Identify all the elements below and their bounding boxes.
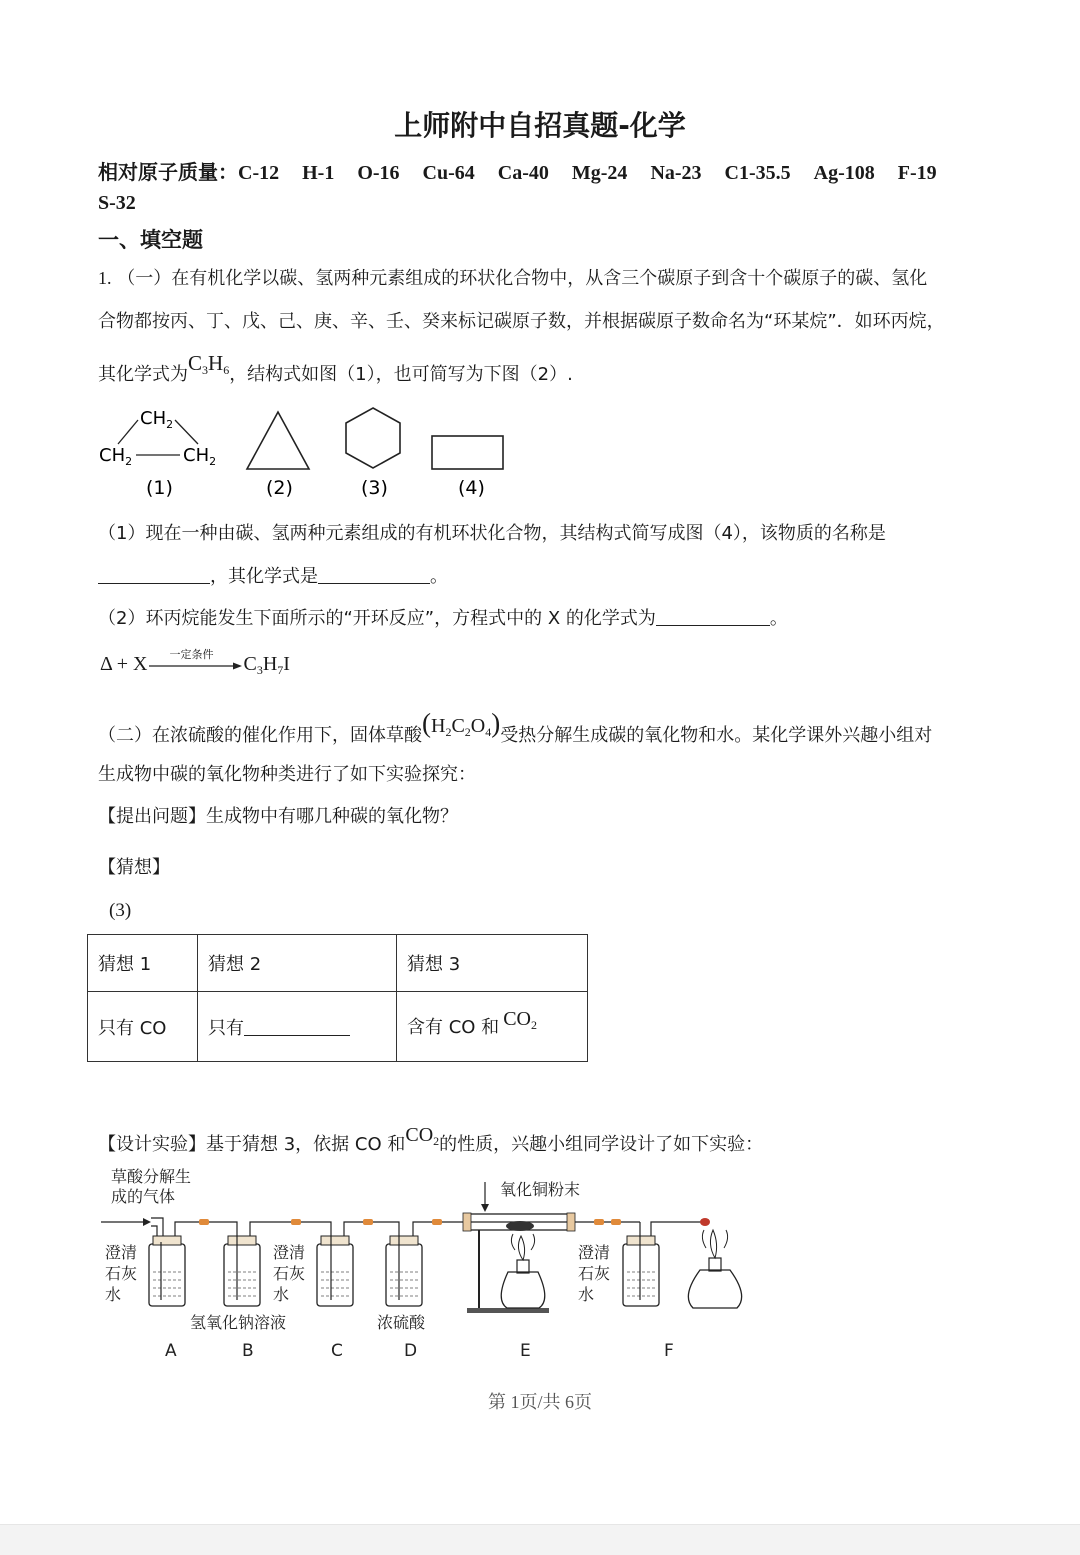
svg-text:澄清: 澄清 <box>578 1243 611 1262</box>
reaction-arrow <box>147 648 243 672</box>
table-cell-2: 只有 <box>198 992 397 1062</box>
answer-blank-formula[interactable] <box>318 565 430 584</box>
atomic-mass-item: O-16 <box>357 162 400 184</box>
svg-text:石灰: 石灰 <box>105 1264 138 1283</box>
fig-label-2: (2) <box>266 477 293 499</box>
atomic-mass-item: H-1 <box>302 162 335 184</box>
cyclopropane-triangle <box>247 412 309 469</box>
fig-label-4: (4) <box>458 477 485 499</box>
atomic-mass-item: C1-35.5 <box>724 162 791 184</box>
apparatus-letter-a: A <box>165 1341 177 1360</box>
svg-text:石灰: 石灰 <box>578 1264 611 1283</box>
q1-intro-line1: （一）在有机化学以碳、氢两种元素组成的环状化合物中，从含三个碳原子到含十个碳原子的碳、氢化 <box>117 268 928 289</box>
gas-label-line2: 成的气体 <box>111 1187 176 1206</box>
atomic-mass-item: Ag-108 <box>813 162 875 184</box>
cyclobutane-rectangle <box>432 436 503 469</box>
formula-c3h6: $C_3H_6$ <box>188 351 230 377</box>
svg-text:澄清: 澄清 <box>273 1243 306 1262</box>
table-cell-3: 含有 CO 和 $CO_2$ <box>397 992 588 1062</box>
cuo-label: 氧化铜粉末 <box>500 1180 581 1199</box>
naoh-label: 氢氧化钠溶液 <box>190 1313 287 1332</box>
q1-intro-line3: 其化学式为$C_3H_6$，结构式如图（1），也可简写为下图（2）. <box>98 351 573 385</box>
apparatus-letter-c: C <box>331 1341 343 1360</box>
part2-line2: 生成物中碳的氧化物种类进行了如下实验探究： <box>98 764 476 785</box>
svg-text:澄清: 澄清 <box>105 1243 138 1262</box>
atomic-mass-item: Na-23 <box>650 162 702 184</box>
fig1-ch2-right: $CH_2$ <box>183 445 217 468</box>
q1-line1 <box>98 264 927 290</box>
atomic-mass-s: S-32 <box>98 192 136 214</box>
answer-blank-x[interactable] <box>656 607 770 626</box>
experiment-apparatus <box>95 1160 755 1360</box>
apparatus-letter-b: B <box>242 1341 254 1360</box>
sub1-line2: ，其化学式是 。 <box>98 562 448 588</box>
apparatus-letter-d: D <box>404 1341 418 1360</box>
h2so4-label: 浓硫酸 <box>377 1313 426 1332</box>
atomic-mass-item: F-19 <box>897 162 937 184</box>
sub1-line1: （1）现在一种由碳、氢两种元素组成的有机环状化合物，其结构式简写成图（4），该物质的名称是 <box>98 523 886 544</box>
formula-co2: $CO_2$ <box>405 1124 440 1148</box>
section-heading: 一、填空题 <box>98 228 203 252</box>
cyclohexane-hexagon <box>346 408 400 468</box>
sub2-line: （2）环丙烷能发生下面所示的“开环反应”，方程式中的 X 的化学式为 。 <box>98 608 788 629</box>
design-line: 【设计实验】基于猜想 3，依据 CO 和$CO_2$的性质，兴趣小组同学设计了如下实验： <box>98 1124 764 1155</box>
svg-text:水: 水 <box>273 1285 290 1304</box>
table-header-3: 猜想 3 <box>397 935 588 992</box>
hypothesis-table <box>87 934 588 1062</box>
atomic-mass-item: Cu-64 <box>422 162 475 184</box>
atomic-masses <box>98 156 937 185</box>
answer-blank-guess2[interactable] <box>244 1017 350 1036</box>
q1-number: 1. <box>98 268 112 288</box>
atomic-mass-item: Ca-40 <box>497 162 549 184</box>
page-title: 上师附中自招真题-化学 <box>394 109 686 142</box>
question-heading: 【提出问题】生成物中有哪几种碳的氧化物？ <box>98 806 458 827</box>
gas-label-line1: 草酸分解生 <box>111 1167 192 1186</box>
atomic-masses-label: 相对原子质量： <box>98 160 238 184</box>
guess-heading: 【猜想】 <box>98 857 170 878</box>
guess-number: (3) <box>109 900 132 921</box>
fig1-ch2-left: $CH_2$ <box>99 445 133 468</box>
fig-label-3: (3) <box>361 477 388 499</box>
part2-line1: （二）在浓硫酸的催化作用下，固体草酸$(H_2C_2O_4)$受热分解生成碳的氧化物和水。某化学课外兴趣小组对 <box>98 708 933 746</box>
atomic-mass-item: C-12 <box>238 162 280 184</box>
ring-opening-equation: Δ + X 一定条件 $C_3H_7I$ <box>100 648 290 677</box>
table-header-1: 猜想 1 <box>88 935 198 992</box>
svg-text:水: 水 <box>105 1285 122 1304</box>
page-footer: 第 1页/共 6页 <box>487 1392 592 1412</box>
atomic-mass-item: Mg-24 <box>571 162 628 184</box>
q1-intro-line2: 合物都按丙、丁、戊、己、庚、辛、壬、癸来标记碳原子数，并根据碳原子数命名为“环某烷”．如环丙烷， <box>98 311 945 332</box>
answer-blank-name[interactable] <box>98 565 210 584</box>
fig-label-1: (1) <box>146 477 173 499</box>
viewer-bottom-bar <box>0 1524 1080 1555</box>
svg-text:水: 水 <box>578 1285 595 1304</box>
ring-structure-figures <box>90 400 530 505</box>
apparatus-letter-f: F <box>664 1341 674 1360</box>
svg-text:石灰: 石灰 <box>273 1264 306 1283</box>
table-header-2: 猜想 2 <box>198 935 397 992</box>
formula-oxalic-acid: $(H_2C_2O_4)$ <box>422 708 501 739</box>
reaction-condition: 一定条件 <box>169 648 214 661</box>
fig1-ch2-top: $CH_2$ <box>140 408 174 431</box>
table-cell-1: 只有 CO <box>88 992 198 1062</box>
apparatus-letter-e: E <box>520 1341 531 1360</box>
